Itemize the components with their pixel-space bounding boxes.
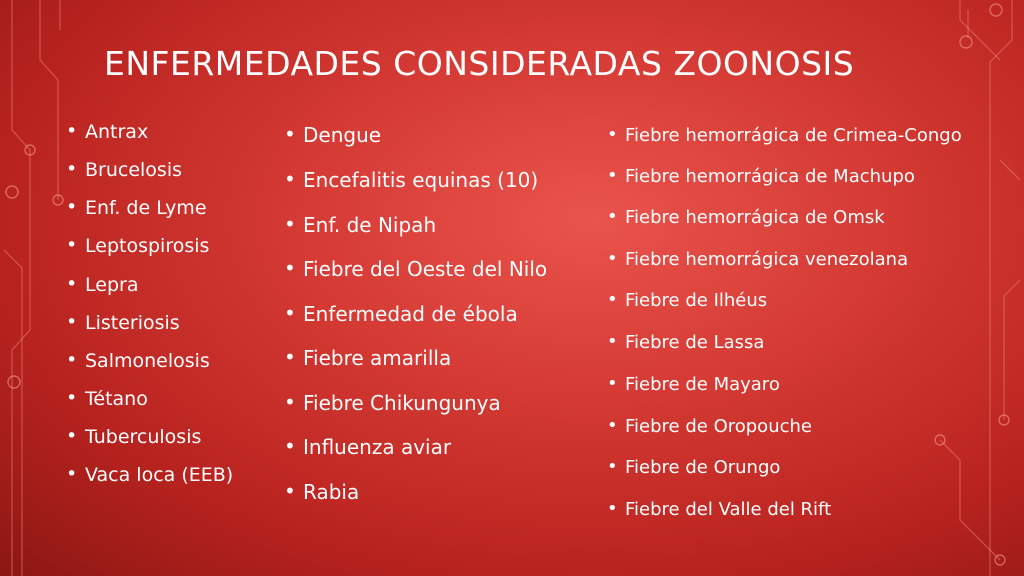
list-item: • Lepra [85,274,138,296]
list-item: • Fiebre de Mayaro [625,374,780,395]
list-item: • Fiebre hemorrágica de Machupo [625,166,915,187]
list-item: • Salmonelosis [85,350,210,372]
list-item: • Brucelosis [85,159,182,181]
list-item: • Influenza aviar [303,435,451,459]
list-item: • Enf. de Lyme [85,197,207,219]
list-item: • Encefalitis equinas (10) [303,168,538,192]
page-title: ENFERMEDADES CONSIDERADAS ZOONOSIS [104,44,855,83]
list-item: • Fiebre hemorrágica de Crimea-Congo [625,125,962,146]
list-item: • Enfermedad de ébola [303,302,518,326]
list-item: • Fiebre del Oeste del Nilo [303,257,547,281]
list-item: • Enf. de Nipah [303,213,436,237]
list-item: • Fiebre de Ilhéus [625,290,767,311]
list-item: • Fiebre Chikungunya [303,391,501,415]
list-item: • Fiebre de Oropouche [625,416,812,437]
list-item: • Listeriosis [85,312,180,334]
list-item: • Antrax [85,121,148,143]
list-item: • Leptospirosis [85,235,209,257]
list-item: • Tuberculosis [85,426,201,448]
list-item: • Vaca loca (EEB) [85,464,233,486]
list-item: • Fiebre amarilla [303,346,451,370]
list-item: • Fiebre del Valle del Rift [625,499,831,520]
list-item: • Fiebre hemorrágica venezolana [625,249,908,270]
list-item: • Rabia [303,480,359,504]
list-item: • Dengue [303,123,381,147]
list-item: • Fiebre de Orungo [625,457,780,478]
list-item: • Fiebre de Lassa [625,332,764,353]
list-item: • Tétano [85,388,148,410]
list-item: • Fiebre hemorrágica de Omsk [625,207,885,228]
